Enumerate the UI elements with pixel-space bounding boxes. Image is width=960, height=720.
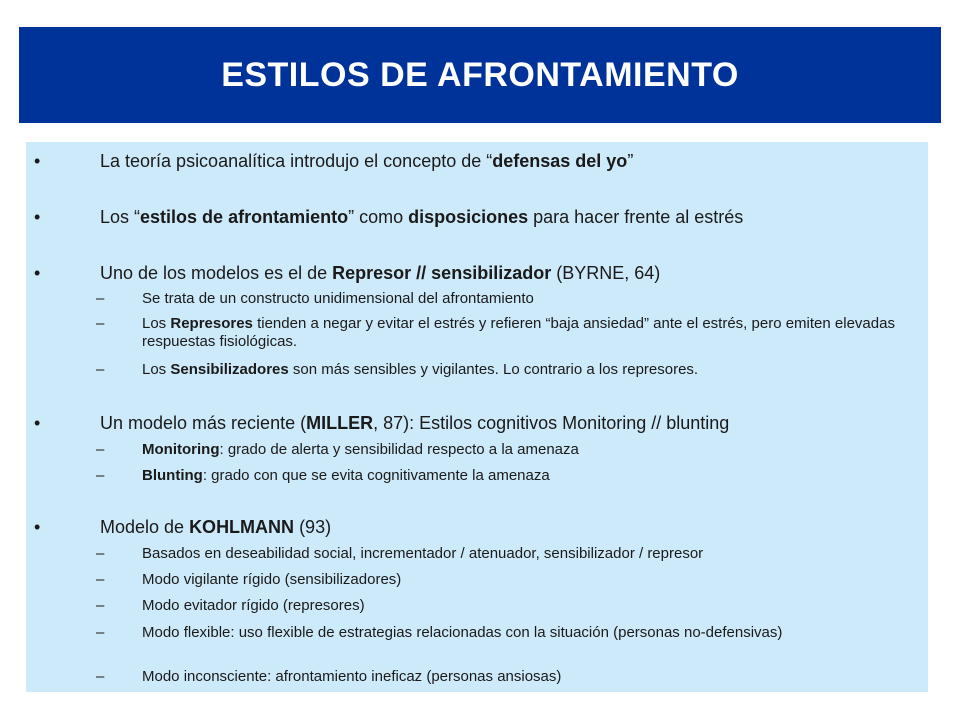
bullet-dot: • <box>34 413 41 433</box>
sub-dash: – <box>96 668 105 685</box>
bullet-text: Los “estilos de afrontamiento” como disposiciones para hacer frente al estrés <box>100 207 744 227</box>
bullet-dot: • <box>34 151 41 171</box>
bullet-dot: • <box>34 517 41 537</box>
sub-dash: – <box>96 441 105 458</box>
sub-dash: – <box>96 545 105 562</box>
sub-text: Modo inconsciente: afrontamiento ineficaz (personas ansiosas) <box>142 668 562 685</box>
bullet-dot: • <box>34 207 41 227</box>
sub-text: Se trata de un constructo unidimensional del afrontamiento <box>142 290 534 307</box>
sub-text: Monitoring: grado de alerta y sensibilidad respecto a la amenaza <box>142 441 579 458</box>
bullet-dot: • <box>34 263 41 283</box>
slide-title: ESTILOS DE AFRONTAMIENTO <box>221 55 739 94</box>
sub-dash: – <box>96 571 105 588</box>
sub-text: Modo flexible: uso flexible de estrategias relacionadas con la situación (personas no-defensivas) <box>142 624 783 641</box>
sub-dash: – <box>96 624 105 641</box>
bullet-text: Modelo de KOHLMANN (93) <box>100 517 332 537</box>
bullet-text: La teoría psicoanalítica introdujo el concepto de “defensas del yo” <box>100 151 634 171</box>
sub-text: Los Represores tienden a negar y evitar el estrés y refieren “baja ansiedad” ante el estrés, pero emiten elevadas respuestas fisiológicas. <box>142 315 895 350</box>
sub-text: Los Sensibilizadores son más sensibles y vigilantes. Lo contrario a los represores. <box>142 361 699 378</box>
sub-dash: – <box>96 290 105 307</box>
sub-dash: – <box>96 361 105 378</box>
sub-dash: – <box>96 467 105 484</box>
sub-dash: – <box>96 315 105 332</box>
sub-text: Basados en deseabilidad social, incrementador / atenuador, sensibilizador / represor <box>142 545 704 562</box>
sub-dash: – <box>96 597 105 614</box>
bullet-text: Uno de los modelos es el de Represor // sensibilizador (BYRNE, 64) <box>100 263 661 283</box>
title-bar <box>19 27 941 123</box>
sub-text: Blunting: grado con que se evita cognitivamente la amenaza <box>142 467 550 484</box>
sub-text: Modo evitador rígido (represores) <box>142 597 365 614</box>
bullet-text: Un modelo más reciente (MILLER, 87): Estilos cognitivos Monitoring // blunting <box>100 413 730 433</box>
content-panel <box>26 142 928 692</box>
sub-text: Modo vigilante rígido (sensibilizadores) <box>142 571 402 588</box>
